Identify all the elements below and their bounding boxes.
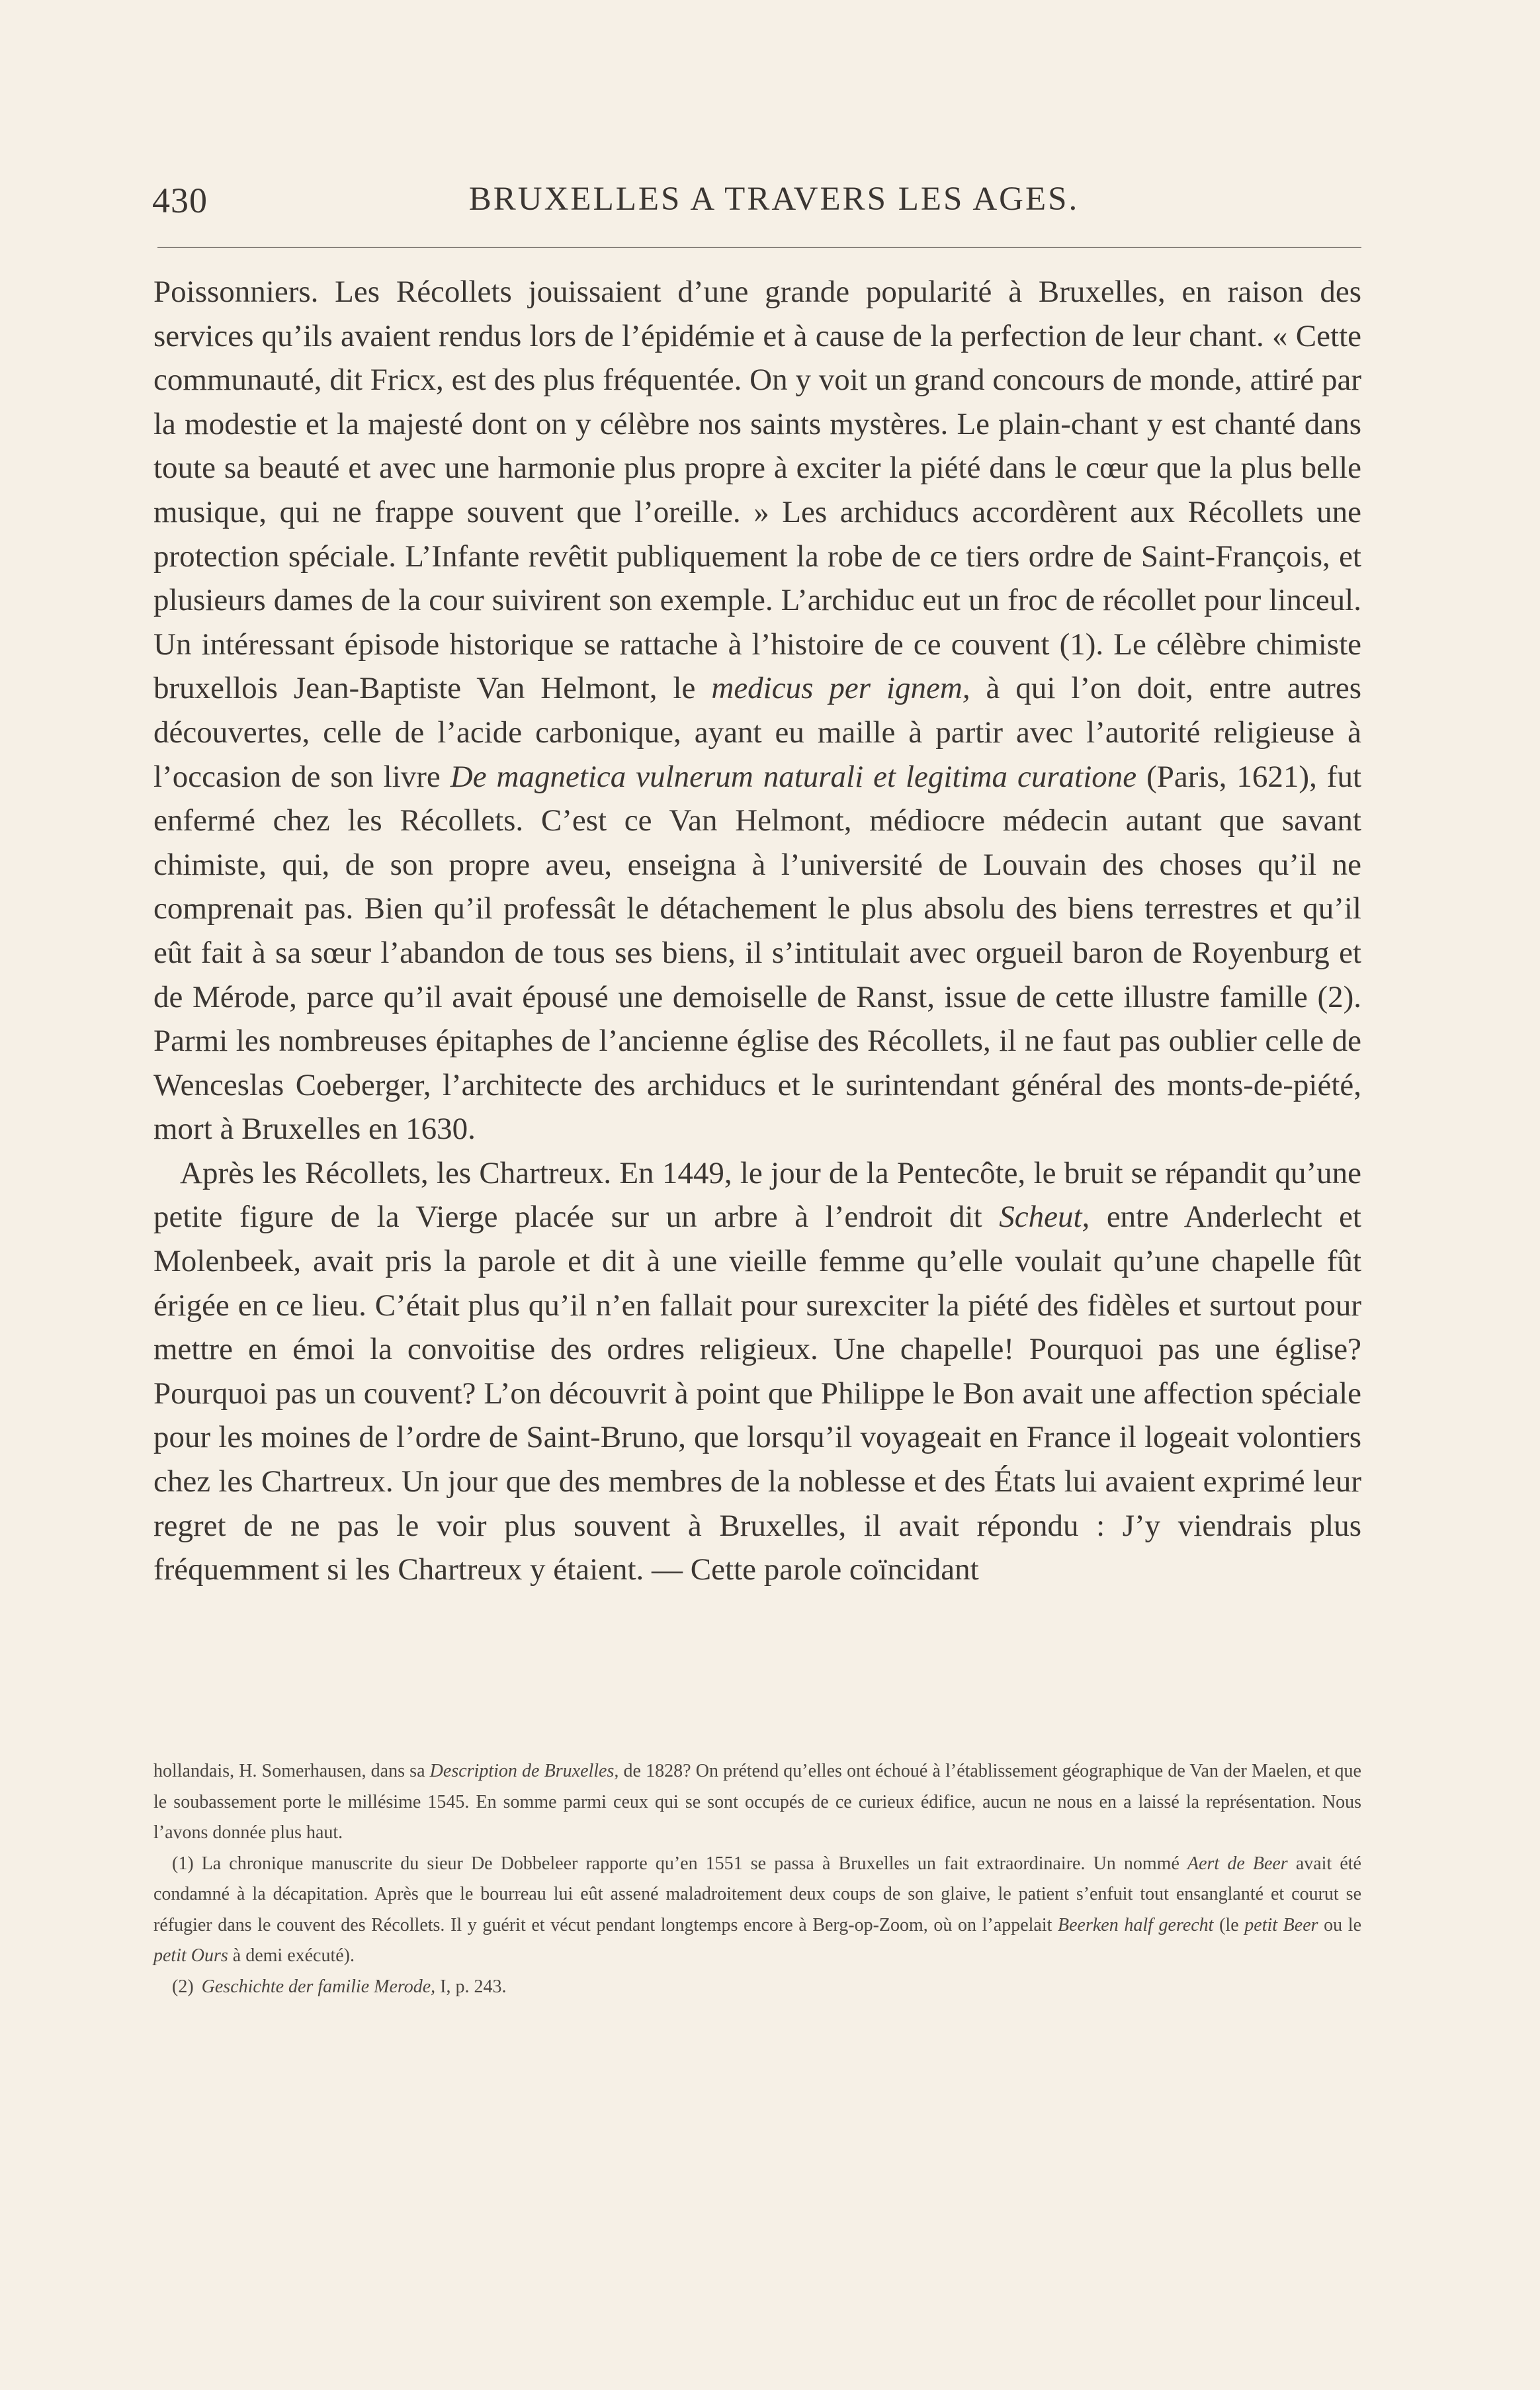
- italic-segment: medicus per ignem,: [711, 671, 970, 706]
- text-segment: I, p. 243.: [435, 1976, 507, 1997]
- header-rule: [157, 247, 1361, 248]
- running-title: BRUXELLES A TRAVERS LES AGES.: [468, 181, 1080, 218]
- italic-segment: Geschichte der familie Merode,: [201, 1976, 436, 1997]
- text-segment: avait été condamné à la décapitation. Après que le bourreau lui eût assené maladroitement deux coups de son glaive, le patient s’enfuit tout ensanglanté et courut se réfugier dans le couvent des Récollets. Il y guérit et vécut pendant longtemps encore à Berg-op-Zoom, où on l’appelait: [153, 1853, 1361, 1935]
- text-segment: (le: [1213, 1914, 1245, 1935]
- italic-segment: Scheut,: [999, 1200, 1090, 1235]
- text-segment: hollandais, H. Somerhausen, dans sa: [153, 1761, 430, 1781]
- text-segment: Poissonniers. Les Récollets jouissaient d’une grande popularité à Bruxelles, en raison des services qu’ils avaient rendus lors de l’épidémie et à cause de la perfection de leur chant. « Cette communauté, dit Fricx, est des plus fréquentée. On y voit un grand concours de monde, attiré par la modestie et la majesté dont on y célèbre nos saints mystères. Le plain-chant y est chanté dans toute sa beauté et avec une harmonie plus propre à exciter la piété dans le cœur que la plus belle musique, qui ne frappe souvent que l’oreille. » Les archiducs accordèrent aux Récollets une protection spéciale. L’Infante revêtit publiquement la robe de ce tiers ordre de Saint-François, et plusieurs dames de la cour suivirent son exemple. L’archiduc eut un froc de récollet pour linceul. Un intéressant épisode historique se rattache à l’histoire de ce couvent (1). Le célèbre chimiste bruxellois Jean-Baptiste Van Helmont, le: [153, 275, 1361, 706]
- footnote-2: [153, 1972, 1361, 2003]
- text-segment: à demi exécuté).: [228, 1945, 355, 1966]
- paragraph-chartreux: [153, 1151, 1361, 1592]
- text-segment: à qui l’on doit, entre autres découvertes, celle de l’acide carbonique, ayant eu maille à partir avec l’autorité religieuse à l’occasion de son livre: [153, 671, 1361, 794]
- footnote-1: [153, 1849, 1361, 1972]
- italic-segment: Beerken half gerecht: [1058, 1914, 1214, 1935]
- text-segment: de 1828? On prétend qu’elles ont échoué à l’établissement géographique de Van der Maelen, et que le soubassement porte le millésime 1545. En somme parmi ceux qui se sont occupés de ce curieux édifice, aucun ne nous en a laissé la représentation. Nous l’avons donnée plus haut.: [153, 1761, 1361, 1843]
- italic-segment: petit Ours: [153, 1945, 228, 1966]
- footnote-ref: (1): [172, 1853, 194, 1874]
- italic-segment: Description de Bruxelles,: [429, 1761, 619, 1781]
- page-header: [152, 173, 1363, 226]
- text-segment: Après les Récollets, les Chartreux. En 1449, le jour de la Pentecôte, le bruit se répandit qu’une petite figure de la Vierge placée sur un arbre à l’endroit dit: [153, 1155, 1361, 1235]
- text-segment: La chronique manuscrite du sieur De Dobbeleer rapporte qu’en 1551 se passa à Bruxelles un fait extraordinaire. Un nommé: [201, 1853, 1187, 1874]
- italic-segment: petit Beer: [1244, 1914, 1318, 1935]
- page-number: 430: [152, 181, 208, 220]
- italic-segment: De magnetica vulnerum naturali et legitima curatione: [450, 759, 1137, 794]
- paragraph-recollets: [153, 270, 1361, 1151]
- text-segment: ou le: [1318, 1914, 1361, 1935]
- footnote-ref: (2): [172, 1976, 194, 1997]
- italic-segment: Aert de Beer: [1187, 1853, 1288, 1874]
- footnote-continuation: [153, 1756, 1361, 1849]
- text-segment: (Paris, 1621), fut enfermé chez les Récollets. C’est ce Van Helmont, médiocre médecin autant que savant chimiste, qui, de son propre aveu, enseigna à l’université de Louvain des choses qu’il ne comprenait pas. Bien qu’il professât le détachement le plus absolu des biens terrestres et qu’il eût fait à sa sœur l’abandon de tous ses biens, il s’intitulait avec orgueil baron de Royenburg et de Mérode, parce qu’il avait épousé une demoiselle de Ranst, issue de cette illustre famille (2). Parmi les nombreuses épitaphes de l’ancienne église des Récollets, il ne faut pas oublier celle de Wenceslas Coeberger, l’architecte des archiducs et le surintendant général des monts-de-piété, mort à Bruxelles en 1630.: [153, 759, 1362, 1147]
- main-text: [153, 270, 1361, 1592]
- footnotes: [153, 1756, 1361, 2002]
- text-segment: entre Anderlecht et Molenbeek, avait pris la parole et dit à une vieille femme qu’elle voulait qu’une chapelle fût érigée en ce lieu. C’était plus qu’il n’en fallait pour surexciter la piété des fidèles et surtout pour mettre en émoi la convoitise des ordres religieux. Une chapelle! Pourquoi pas une église? Pourquoi pas un couvent? L’on découvrit à point que Philippe le Bon avait une affection spéciale pour les moines de l’ordre de Saint-Bruno, que lorsqu’il voyageait en France il logeait volontiers chez les Chartreux. Un jour que des membres de la noblesse et des États lui avaient exprimé leur regret de ne pas le voir plus souvent à Bruxelles, il avait répondu : J’y viendrais plus fréquemment si les Chartreux y étaient. — Cette parole coïncidant: [153, 1200, 1361, 1587]
